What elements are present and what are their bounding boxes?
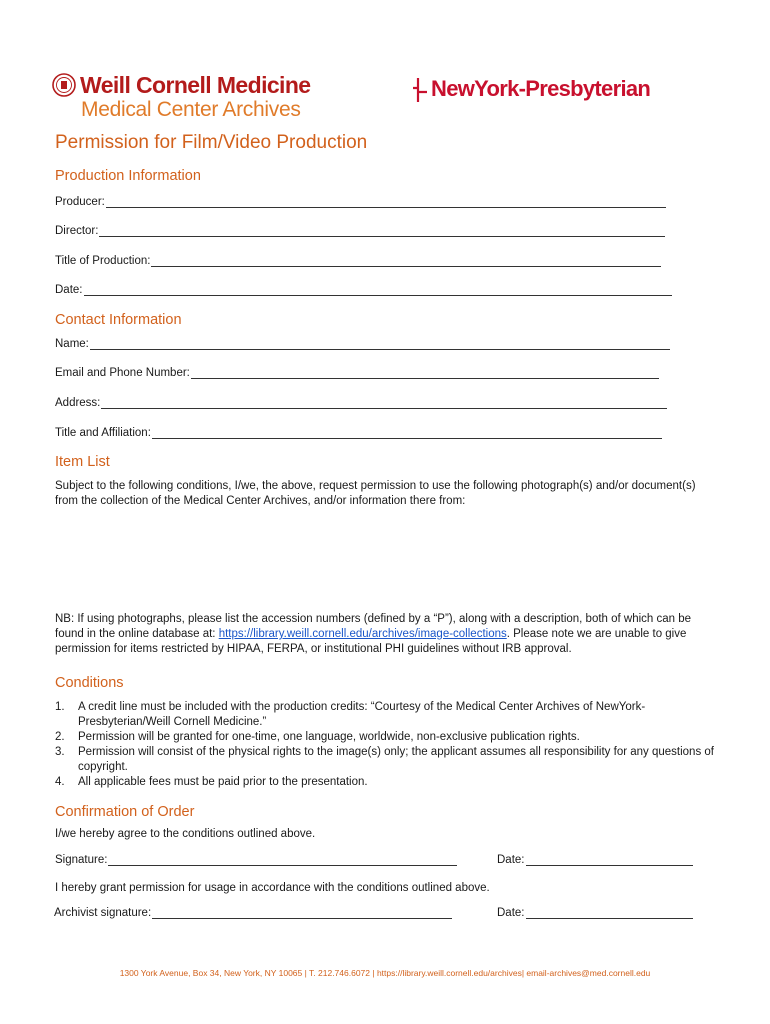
address-field[interactable] xyxy=(55,396,667,409)
wcm-logo-subtitle: Medical Center Archives xyxy=(81,98,301,121)
signature-date-line[interactable] xyxy=(526,853,693,866)
wcm-seal-icon xyxy=(52,73,76,97)
producer-line[interactable] xyxy=(106,195,666,208)
item-list-note xyxy=(55,612,715,657)
director-field[interactable] xyxy=(55,224,665,237)
note-text-2: . Please note we are unable to give permission for items restricted by HIPAA, FERPA, or institutional PHI guidelines without IRB approval. xyxy=(55,628,687,655)
archivist-date-line[interactable] xyxy=(526,906,693,919)
note-text-1: NB: If using photographs, please list the accession numbers (defined by a “P”), along with a description, both of which can be found in the online database at: xyxy=(55,613,692,640)
production-heading: Production Information xyxy=(55,168,201,184)
archivist-date-field[interactable] xyxy=(497,906,693,919)
conditions-list xyxy=(55,700,715,790)
nyp-logo-name: NewYork-Presbyterian xyxy=(431,76,651,101)
condition-item xyxy=(55,745,715,775)
name-field[interactable] xyxy=(55,337,670,350)
email-phone-label: Email and Phone Number: xyxy=(55,367,190,379)
condition-item xyxy=(55,730,715,745)
title-affiliation-field[interactable] xyxy=(55,426,662,439)
signature-label: Signature: xyxy=(55,854,108,866)
signature-date-label: Date: xyxy=(497,854,525,866)
title-of-production-field[interactable] xyxy=(55,254,661,267)
title-affiliation-line[interactable] xyxy=(152,426,662,439)
director-label: Director: xyxy=(55,225,99,237)
signature-date-field[interactable] xyxy=(497,853,693,866)
date-line[interactable] xyxy=(84,283,672,296)
archivist-signature-line[interactable] xyxy=(152,906,452,919)
signature-line[interactable] xyxy=(108,853,457,866)
page-title: Permission for Film/Video Production xyxy=(55,132,368,153)
condition-text: Permission will be granted for one-time, one language, worldwide, non-exclusive publication rights. xyxy=(78,731,580,743)
condition-text: A credit line must be included with the production credits: “Courtesy of the Medical Center Archives of NewYork-Presbyterian/Weill Cornell Medicine.” xyxy=(78,701,646,728)
producer-field[interactable] xyxy=(55,195,666,208)
condition-item xyxy=(55,700,715,730)
confirmation-heading: Confirmation of Order xyxy=(55,804,195,820)
date-field[interactable] xyxy=(55,283,672,296)
name-label: Name: xyxy=(55,338,89,350)
name-line[interactable] xyxy=(90,337,670,350)
wcm-logo-name: Weill Cornell Medicine xyxy=(80,72,311,98)
condition-text: All applicable fees must be paid prior to the presentation. xyxy=(78,776,368,788)
image-collections-link[interactable]: https://library.weill.cornell.edu/archives/image-collections xyxy=(218,628,507,640)
nyp-logo-icon xyxy=(411,77,429,103)
archivist-signature-label: Archivist signature: xyxy=(54,907,152,919)
archivist-signature-field[interactable] xyxy=(54,906,452,919)
email-phone-field[interactable] xyxy=(55,366,659,379)
producer-label: Producer: xyxy=(55,196,105,208)
address-line[interactable] xyxy=(101,396,667,409)
agree-statement: I/we hereby agree to the conditions outlined above. xyxy=(55,828,316,840)
title-affiliation-label: Title and Affiliation: xyxy=(55,427,151,439)
condition-number: 2. xyxy=(55,731,65,743)
director-line[interactable] xyxy=(99,224,665,237)
condition-item xyxy=(55,775,715,790)
grant-statement: I hereby grant permission for usage in accordance with the conditions outlined above. xyxy=(55,882,490,894)
email-phone-line[interactable] xyxy=(191,366,659,379)
condition-number: 3. xyxy=(55,746,65,758)
condition-text: Permission will consist of the physical rights to the image(s) only; the applicant assumes all responsibility for any questions of copyright. xyxy=(78,746,714,773)
item-list-intro: Subject to the following conditions, I/we, the above, request permission to use the following photograph(s) and/or document(s) from the collection of the Medical Center Archives, and/or information there from: xyxy=(55,480,696,507)
title-of-production-label: Title of Production: xyxy=(55,255,151,267)
conditions-heading: Conditions xyxy=(55,675,124,691)
condition-number: 1. xyxy=(55,701,65,713)
title-of-production-line[interactable] xyxy=(151,254,661,267)
item-list-heading: Item List xyxy=(55,454,110,470)
address-label: Address: xyxy=(55,397,101,409)
footer-contact: 1300 York Avenue, Box 34, New York, NY 10065 | T. 212.746.6072 | https://library.weill.cornell.edu/archives| email-archives@med.cornell.edu xyxy=(119,968,651,978)
date-label: Date: xyxy=(55,284,83,296)
signature-field[interactable] xyxy=(55,853,457,866)
archivist-date-label: Date: xyxy=(497,907,525,919)
contact-heading: Contact Information xyxy=(55,312,182,328)
condition-number: 4. xyxy=(55,776,65,788)
